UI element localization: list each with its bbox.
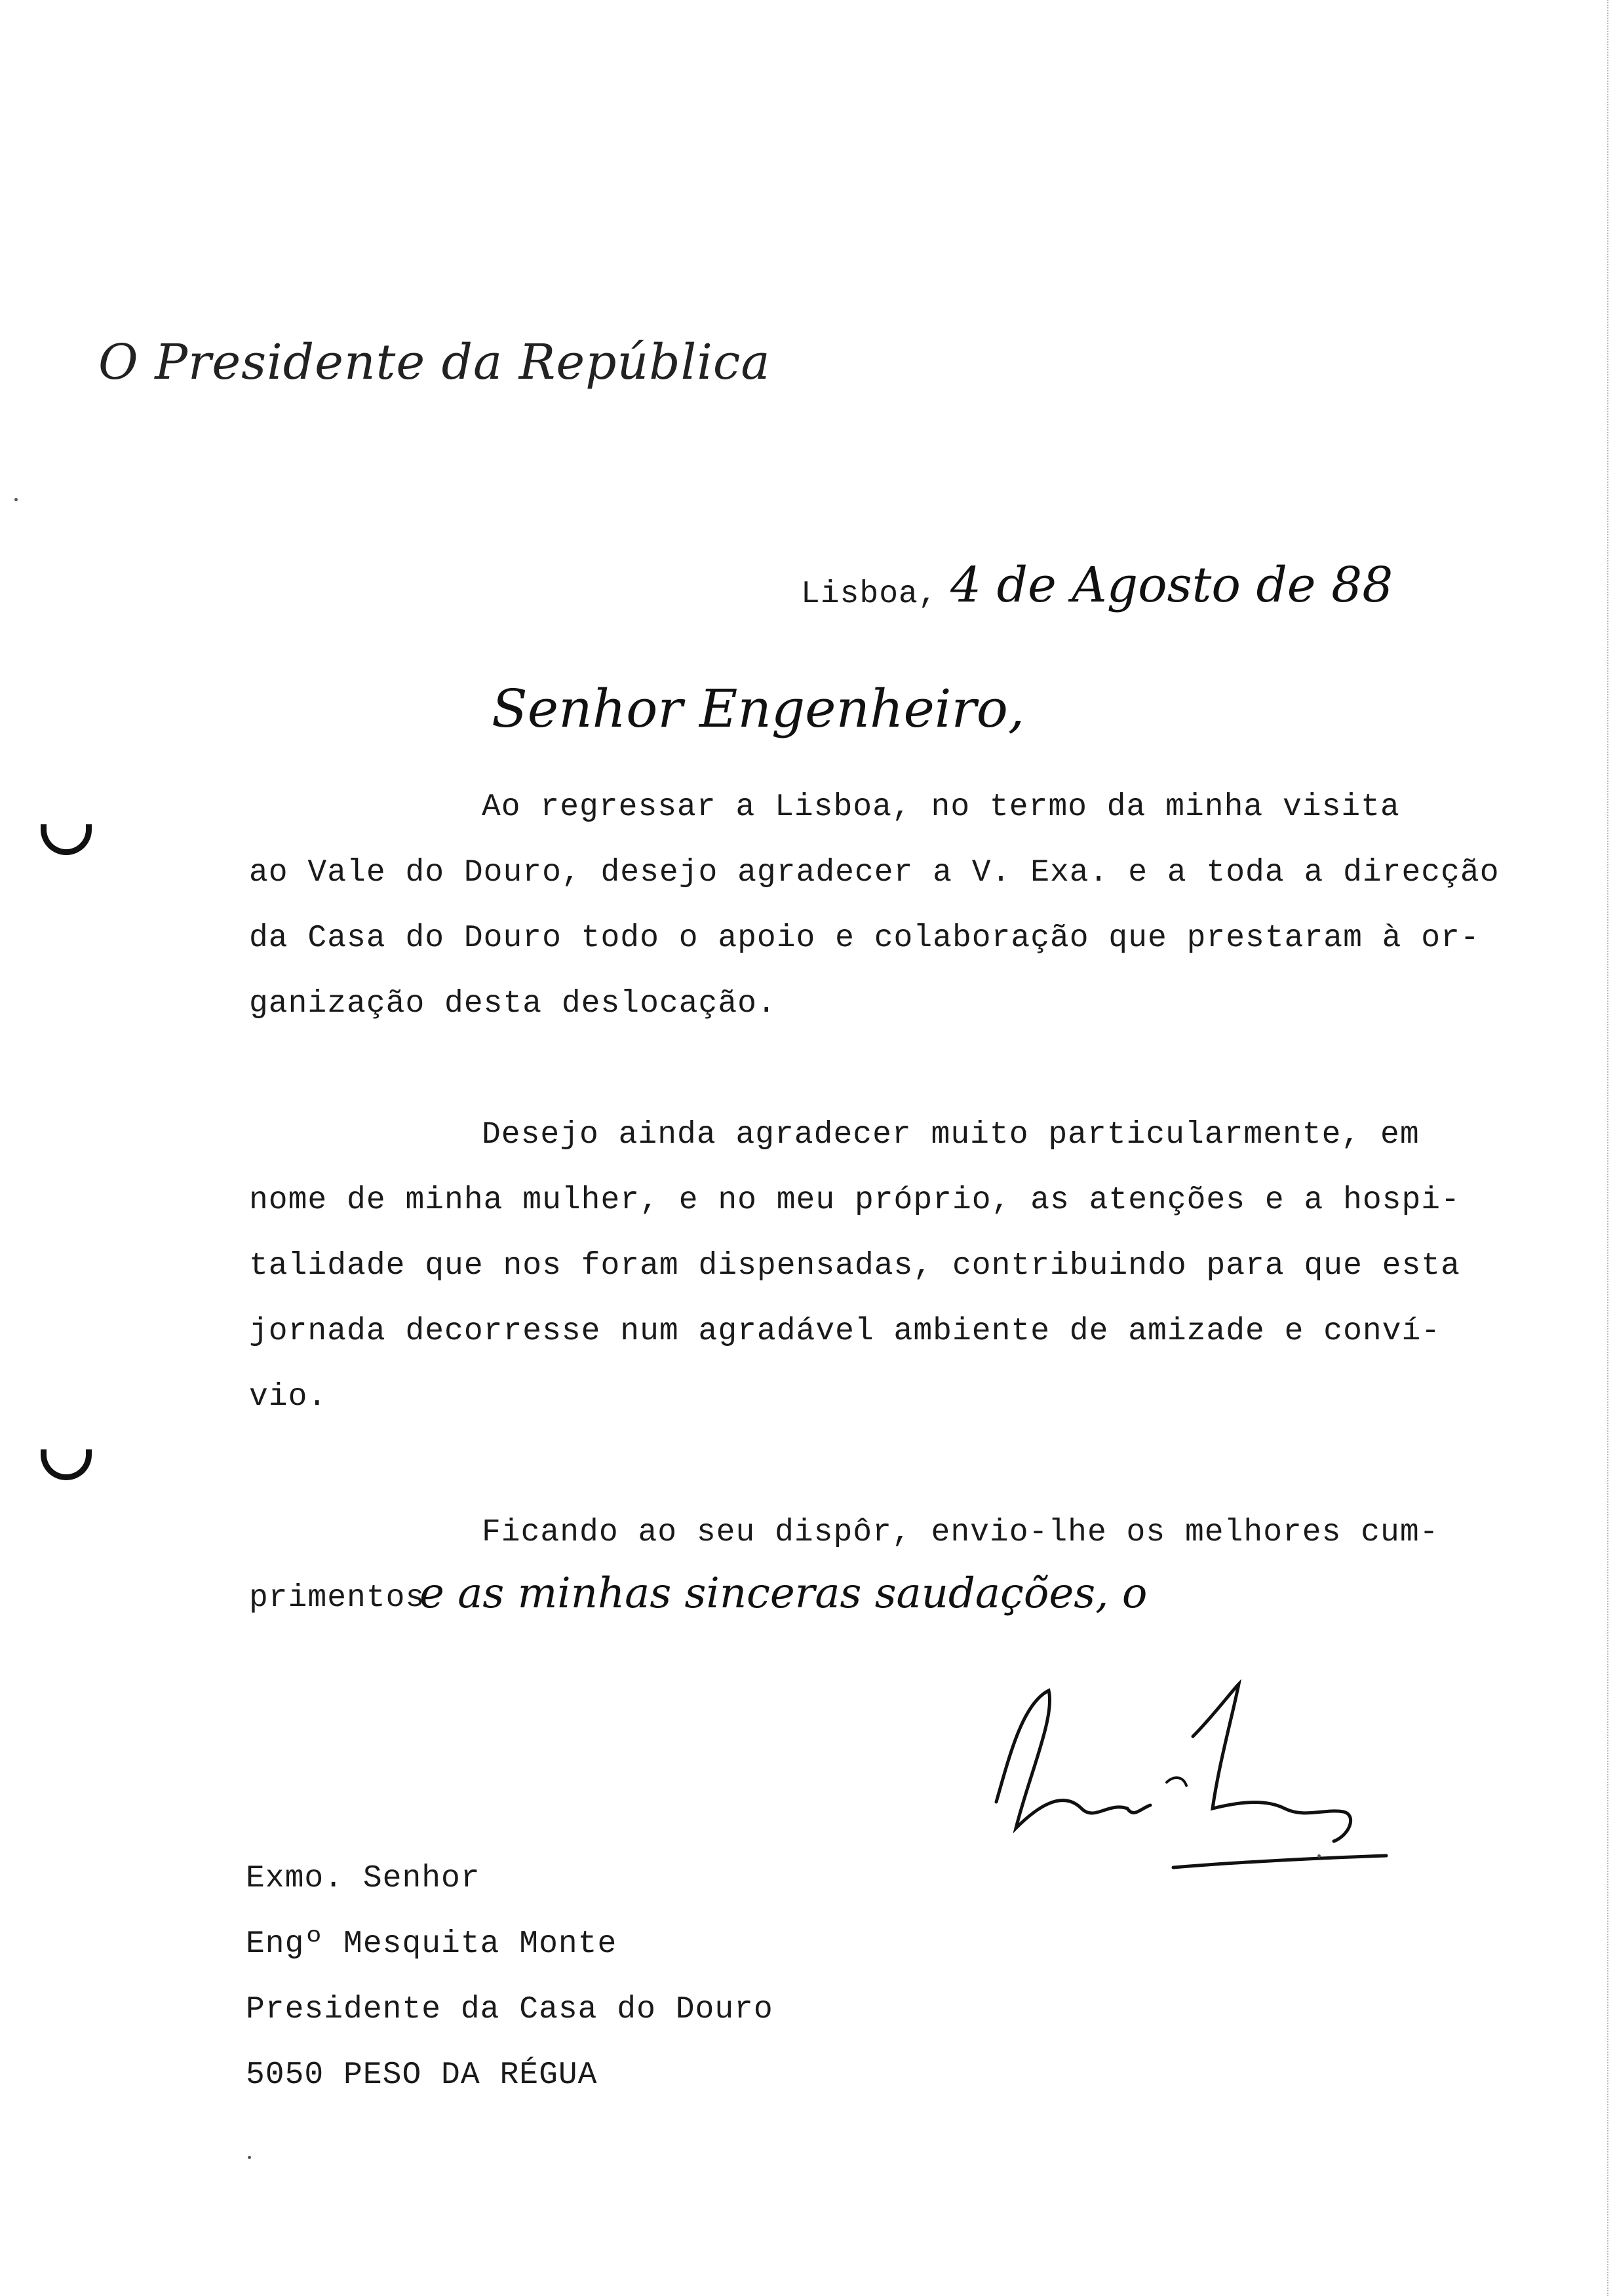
paragraph2-line: vio. <box>249 1379 328 1415</box>
recipient-line: Engº Mesquita Monte <box>246 1926 617 1962</box>
signature-graphic <box>977 1677 1396 1874</box>
recipient-line: 5050 PESO DA RÉGUA <box>246 2057 598 2093</box>
punch-hole-bottom <box>41 1449 92 1480</box>
paragraph2-line: nome de minha mulher, e no meu próprio, as atenções e a hospi- <box>249 1183 1460 1218</box>
paragraph1-line: Ao regressar a Lisboa, no termo da minha visita <box>482 790 1400 825</box>
closing-handwritten: e as minhas sinceras saudações, o <box>419 1569 1148 1618</box>
date-place: Lisboa, <box>801 577 938 612</box>
speck <box>14 498 18 501</box>
speck <box>1317 1854 1321 1858</box>
closing-start: primentos <box>249 1580 425 1616</box>
paragraph1-line: ganização desta deslocação. <box>249 986 777 1022</box>
paragraph2-line: Desejo ainda agradecer muito particularmente, em <box>482 1117 1420 1153</box>
recipient-line: Presidente da Casa do Douro <box>246 1992 773 2027</box>
paragraph2-line: talidade que nos foram dispensadas, contribuindo para que esta <box>249 1248 1460 1284</box>
paragraph2-line: jornada decorresse num agradável ambiente de amizade e conví- <box>249 1314 1441 1349</box>
date-handwritten: 4 de Agosto de 88 <box>950 557 1393 613</box>
recipient-line: Exmo. Senhor <box>246 1861 480 1896</box>
paragraph1-line: da Casa do Douro todo o apoio e colaboração que prestaram à or- <box>249 921 1480 956</box>
salutation: Senhor Engenheiro, <box>492 678 1025 739</box>
letterhead: O Presidente da República <box>98 334 771 391</box>
page-edge <box>1607 0 1608 2296</box>
punch-hole-top <box>41 824 92 855</box>
closing-line: Ficando ao seu dispôr, envio-lhe os melhores cum- <box>482 1515 1439 1550</box>
speck <box>248 2156 251 2159</box>
paragraph1-line: ao Vale do Douro, desejo agradecer a V. Exa. e a toda a direcção <box>249 855 1500 890</box>
